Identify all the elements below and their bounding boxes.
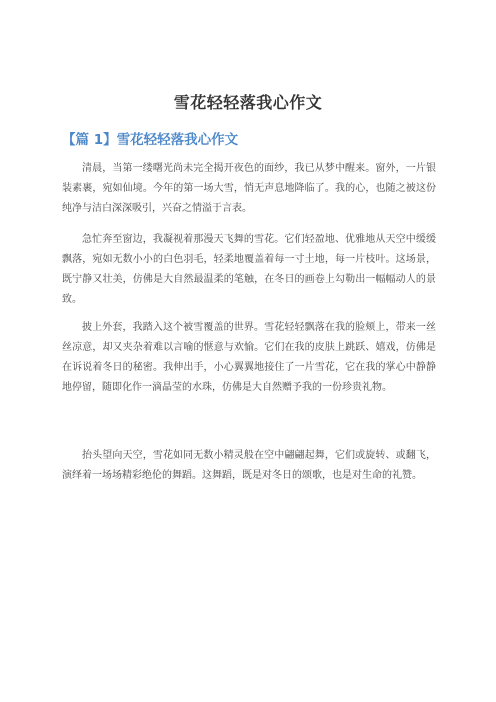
paragraph-2: 急忙奔至窗边，我凝视着那漫天飞舞的雪花。它们轻盈地、优雅地从天空中缓缓飘落，宛如无数小小的白色羽毛，轻柔地覆盖着每一寸土地，每一片枝叶。这场景，既宁静又壮美，仿佛是大自然最温柔的笔触，在冬日的画卷上勾勒出一幅幅动人的景致。 (62, 234, 436, 305)
section-heading: 【篇 1】雪花轻轻落我心作文 (62, 132, 239, 148)
paragraph-4: 抬头望向天空，雪花如同无数小精灵般在空中翩翩起舞，它们或旋转、或翻飞，演绎着一场场精彩绝伦的舞蹈。这舞蹈，既是对冬日的颂歌，也是对生命的礼赞。 (62, 450, 436, 481)
paragraph-1: 清晨，当第一缕曙光尚未完全揭开夜色的面纱，我已从梦中醒来。窗外，一片银装素裹，宛如仙境。今年的第一场大雪，悄无声息地降临了。我的心，也随之被这份纯净与洁白深深吸引，兴奋之情溢于言表。 (62, 163, 436, 214)
document-title: 雪花轻轻落我心作文 (173, 93, 323, 112)
paragraph-3: 披上外套，我踏入这个被雪覆盖的世界。雪花轻轻飘落在我的脸颊上，带来一丝丝凉意，却又夹杂着难以言喻的惬意与欢愉。它们在我的皮肤上跳跃、嬉戏，仿佛是在诉说着冬日的秘密。我伸出手，小心翼翼地接住了一片雪花，它在我的掌心中静静地停留，随即化作一滴晶莹的水珠，仿佛是大自然赠予我的一份珍贵礼物。 (62, 322, 436, 393)
